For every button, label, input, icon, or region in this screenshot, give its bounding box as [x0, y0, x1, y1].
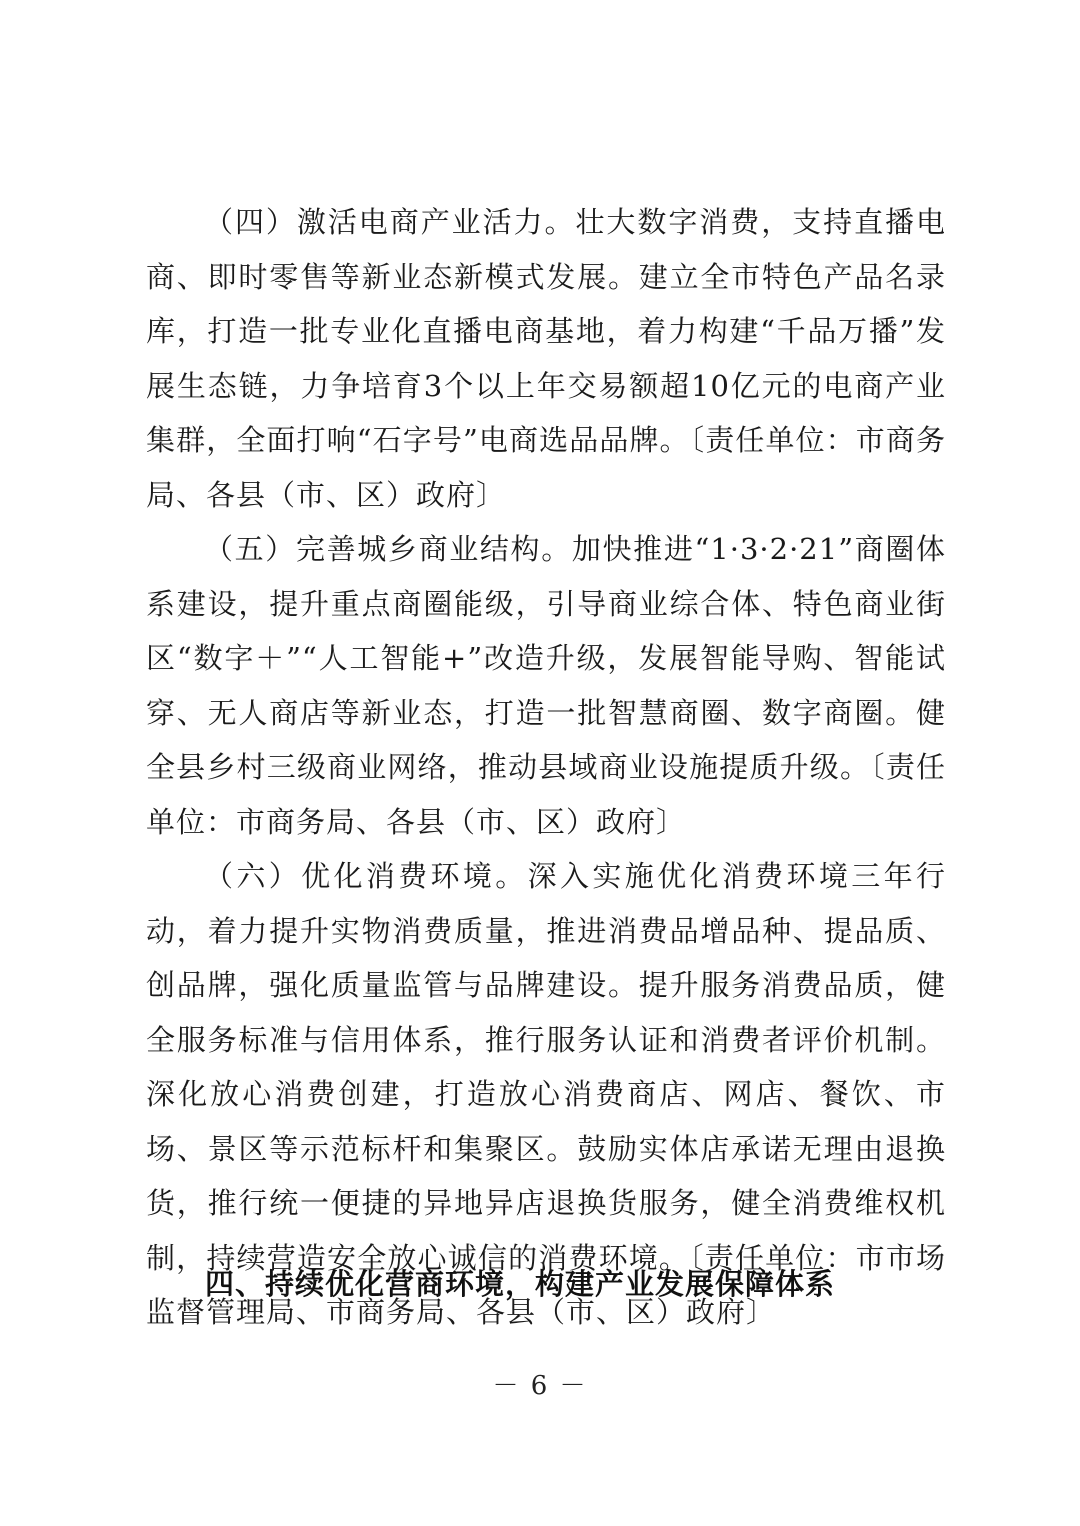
section-heading: 四、持续优化营商环境，构建产业发展保障体系: [205, 1267, 836, 1301]
paragraph-consumption-environment: （六）优化消费环境。深入实施优化消费环境三年行动，着力提升实物消费质量，推进消费品增品种、提品质、创品牌，强化质量监管与品牌建设。提升服务消费品质，健全服务标准与信用体系，推行服务认证和消费者评价机制。深化放心消费创建，打造放心消费商店、网店、餐饮、市场、景区等示范标杆和集聚区。鼓励实体店承诺无理由退换货，推行统一便捷的异地异店退换货服务，健全消费维权机制，持续营造安全放心诚信的消费环境。〔责任单位：市市场监督管理局、市商务局、各县（市、区）政府〕: [146, 859, 946, 1329]
paragraph-ecommerce: （四）激活电商产业活力。壮大数字消费，支持直播电商、即时零售等新业态新模式发展。建立全市特色产品名录库，打造一批专业化直播电商基地，着力构建“千品万播”发展生态链，力争培育3个以上年交易额超10亿元的电商产业集群，全面打响“石字号”电商选品品牌。〔责任单位：市商务局、各县（市、区）政府〕: [146, 205, 946, 512]
document-body: [146, 195, 946, 1340]
paragraph-urban-rural-commerce: （五）完善城乡商业结构。加快推进“1·3·2·21”商圈体系建设，提升重点商圈能级，引导商业综合体、特色商业街区“数字＋”“人工智能+”改造升级，发展智能导购、智能试穿、无人商店等新业态，打造一批智慧商圈、数字商圈。健全县乡村三级商业网络，推动县域商业设施提质升级。〔责任单位：市商务局、各县（市、区）政府〕: [146, 532, 946, 839]
page-number: － 6 －: [492, 1371, 588, 1401]
